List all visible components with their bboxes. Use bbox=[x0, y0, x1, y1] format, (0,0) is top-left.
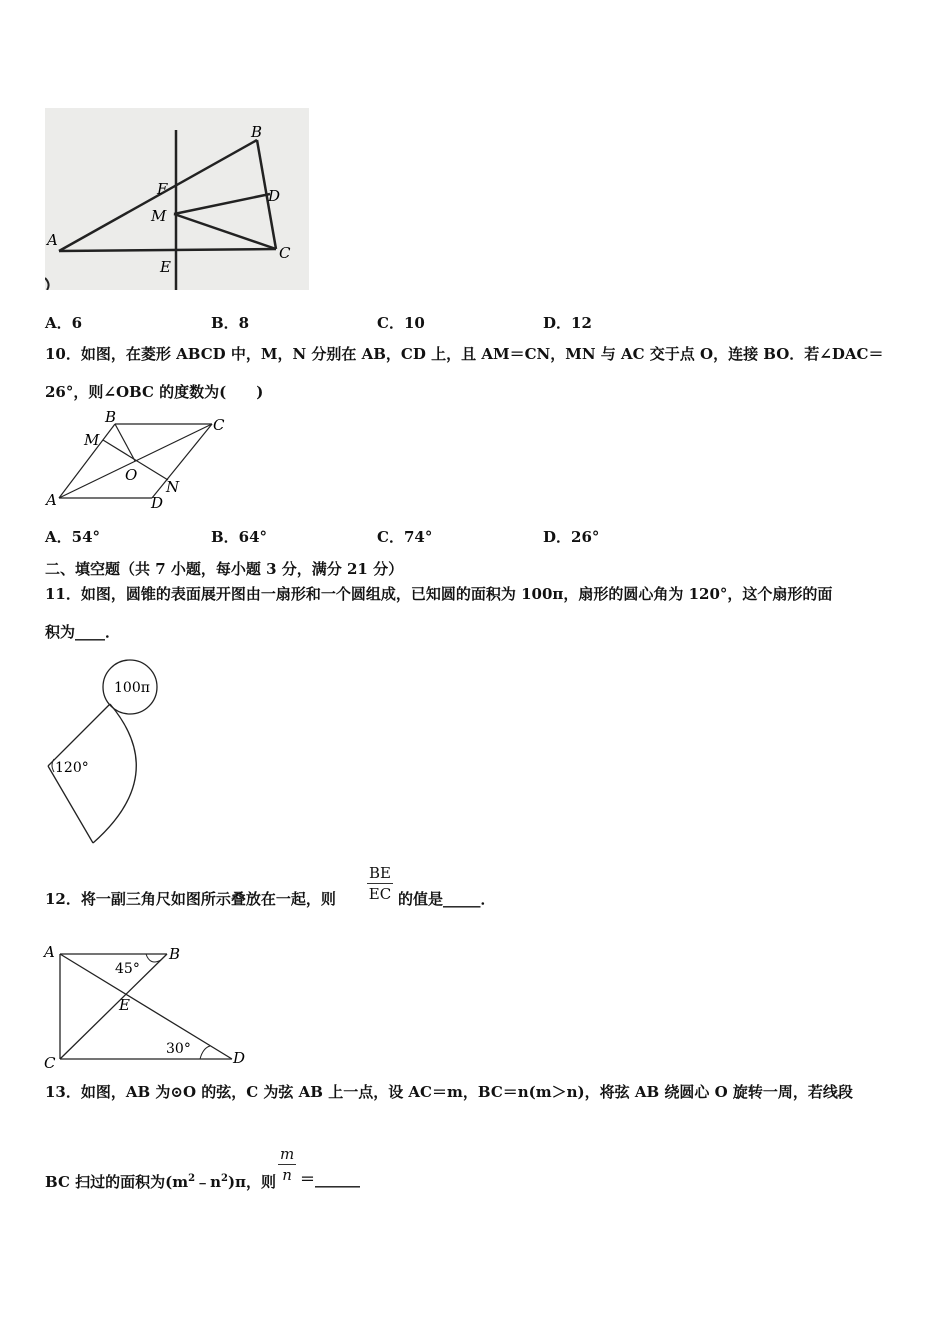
q13-frac-num: m bbox=[280, 1145, 295, 1163]
section2-title: 二、填空题（共 7 小题，每小题 3 分，满分 21 分） bbox=[45, 560, 404, 578]
q12-label-b: B bbox=[169, 945, 181, 963]
q9-option-d: D．12 bbox=[543, 314, 592, 332]
q10-label-m: M bbox=[84, 431, 100, 449]
q9-label-m: M bbox=[151, 207, 167, 225]
q12-fraction bbox=[367, 863, 393, 904]
q9-figure-photo bbox=[45, 108, 309, 290]
q10-label-d: D bbox=[151, 494, 164, 510]
q10-label-b: B bbox=[105, 410, 117, 426]
q10-label-a: A bbox=[46, 491, 57, 509]
q10-text-line1: 10．如图，在菱形 ABCD 中，M，N 分别在 AB，CD 上，且 AM＝CN，MN 与 AC 交于点 O，连接 BO．若∠DAC＝ bbox=[45, 345, 884, 363]
q11-angle-label: 120° bbox=[55, 760, 89, 776]
q11-text-line1: 11．如图，圆锥的表面展开图由一扇形和一个圆组成，已知圆的面积为 100π，扇形的圆心角为 120°，这个扇形的面 bbox=[45, 585, 833, 603]
q10-label-c: C bbox=[213, 416, 225, 434]
q12-angle30: 30° bbox=[166, 1041, 191, 1057]
q9-option-a: A．6 bbox=[45, 314, 83, 332]
q9-label-c: C bbox=[279, 244, 291, 262]
q9-option-c: C．10 bbox=[377, 314, 425, 332]
q12-frac-num: BE bbox=[369, 864, 391, 882]
q12-label-d: D bbox=[233, 1049, 246, 1067]
q13-line2-prefix: BC 扫过的面积为(m bbox=[45, 1173, 189, 1191]
q12-text-prefix: 12．将一副三角尺如图所示叠放在一起，则 bbox=[45, 890, 336, 908]
q10-text-line2: 26°，则∠OBC 的度数为( ) bbox=[45, 383, 264, 401]
q9-label-d: D bbox=[268, 187, 281, 205]
q10-option-b: B．64° bbox=[211, 528, 268, 546]
q11-text-line2: 积为____． bbox=[45, 623, 121, 641]
q13-line2-mid: )π，则 bbox=[227, 1173, 277, 1191]
q10-option-d: D．26° bbox=[543, 528, 600, 546]
q10-option-c: C．74° bbox=[377, 528, 433, 546]
q9-label-f: F bbox=[157, 180, 168, 198]
q11-figure bbox=[40, 655, 170, 850]
q9-figure bbox=[45, 108, 309, 290]
q12-text-suffix: 的值是_____． bbox=[398, 890, 496, 908]
q9-label-b: B bbox=[251, 123, 263, 141]
q13-frac-den: n bbox=[282, 1166, 292, 1184]
q10-option-a: A．54° bbox=[45, 528, 101, 546]
q9-label-a: A bbox=[47, 231, 58, 249]
q13-text-line1: 13．如图，AB 为⊙O 的弦，C 为弦 AB 上一点，设 AC＝m，BC＝n(m＞n)，将弦 AB 绕圆心 O 旋转一周，若线段 bbox=[45, 1083, 853, 1101]
q12-label-c: C bbox=[44, 1054, 56, 1072]
q10-figure bbox=[40, 410, 240, 510]
q12-label-e: E bbox=[119, 996, 130, 1014]
q11-circle-label: 100π bbox=[114, 680, 150, 696]
q9-option-b: B．8 bbox=[211, 314, 250, 332]
q12-angle45: 45° bbox=[115, 961, 140, 977]
q13-sup2: 2 bbox=[220, 1173, 228, 1184]
q13-mid: ﹣n bbox=[195, 1173, 221, 1191]
q12-label-a: A bbox=[44, 943, 55, 961]
q9-label-e: E bbox=[160, 258, 171, 276]
q13-fraction bbox=[278, 1144, 296, 1185]
q10-label-n: N bbox=[166, 478, 180, 496]
q13-sup1: 2 bbox=[188, 1173, 196, 1184]
q10-label-o: O bbox=[125, 466, 138, 484]
q13-text-line2 bbox=[45, 1169, 276, 1192]
q12-figure bbox=[40, 938, 260, 1073]
q12-frac-den: EC bbox=[368, 885, 392, 903]
q13-line2-suffix: ＝______ bbox=[300, 1170, 361, 1188]
